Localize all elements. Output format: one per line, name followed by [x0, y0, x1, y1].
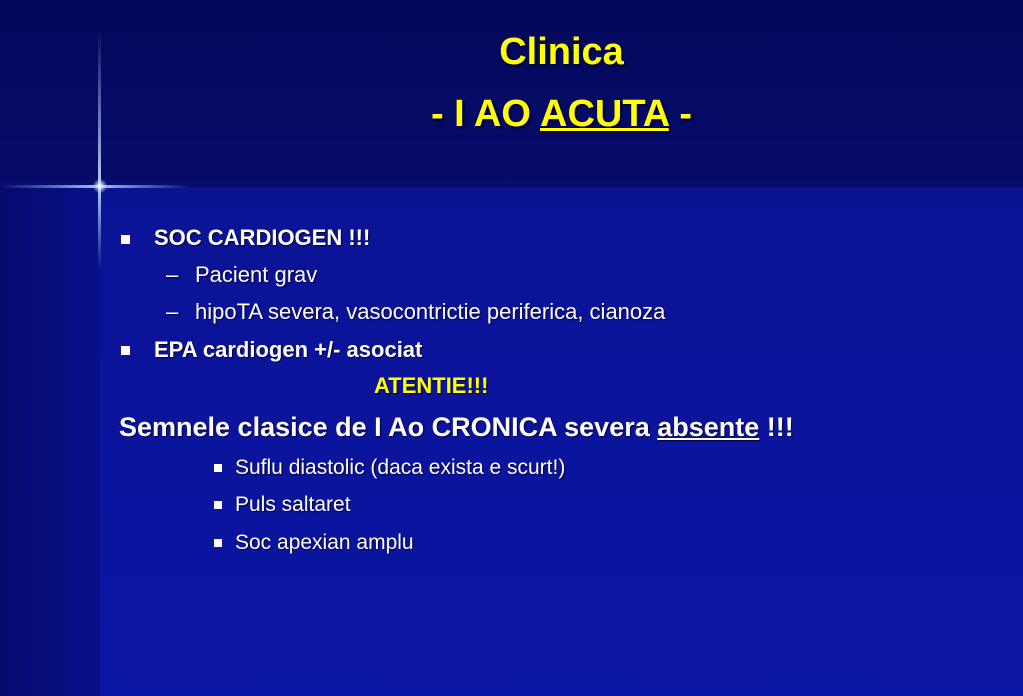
sub-item-hypotension: hipoTA severa, vasocontrictie periferica, cianoza: [195, 299, 666, 324]
bullet-item-epa: EPA cardiogen +/- asociat: [154, 337, 423, 362]
sign-item-apex: Soc apexian amplu: [235, 531, 414, 554]
square-bullet-icon: [214, 501, 222, 509]
bullet-item-shock: SOC CARDIOGEN !!!: [154, 225, 371, 250]
subtitle-prefix: - I AO: [430, 93, 541, 135]
sign-item-murmur: Suflu diastolic (daca exista e scurt!): [235, 456, 566, 479]
statement-suffix: !!!: [759, 412, 794, 442]
light-flare-icon: [93, 179, 107, 193]
statement-line: [119, 411, 794, 443]
dash-icon: –: [166, 262, 179, 287]
slide-subtitle: [100, 92, 1023, 136]
square-bullet-icon: [214, 539, 222, 547]
statement-prefix: Semnele clasice de I Ao CRONICA severa: [119, 412, 658, 442]
square-bullet-icon: [214, 464, 222, 472]
statement-underlined: absente: [657, 412, 760, 442]
subtitle-underlined: ACUTA: [540, 93, 669, 135]
dash-icon: –: [166, 299, 179, 324]
sub-item-patient: Pacient grav: [195, 262, 318, 287]
slide-title: Clinica: [499, 31, 624, 73]
attention-note: ATENTIE!!!: [374, 373, 489, 398]
square-bullet-icon: [121, 235, 130, 244]
square-bullet-icon: [121, 346, 130, 355]
sign-item-pulse: Puls saltaret: [235, 493, 351, 516]
subtitle-suffix: -: [668, 93, 693, 135]
